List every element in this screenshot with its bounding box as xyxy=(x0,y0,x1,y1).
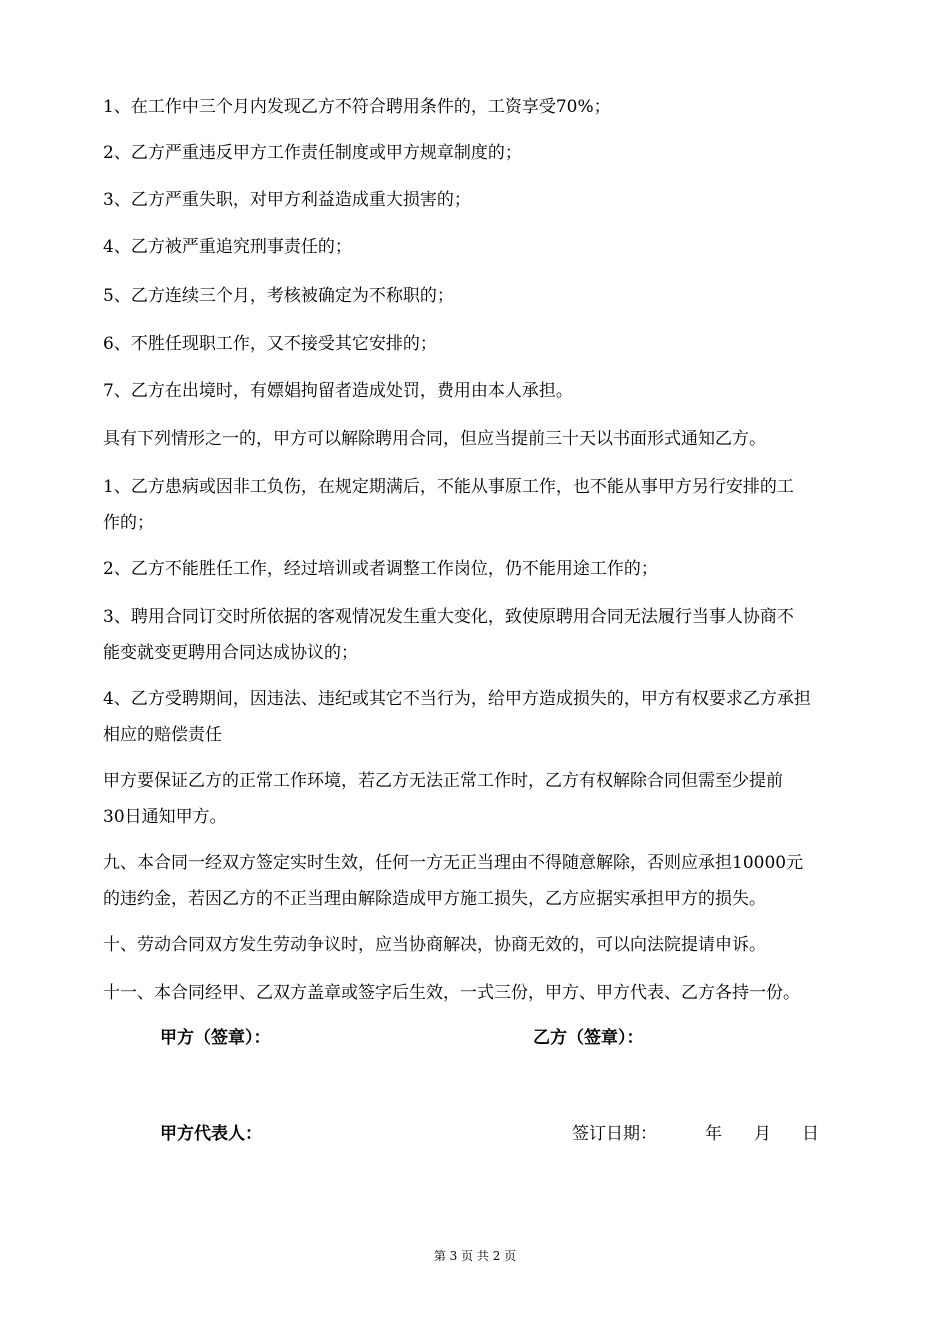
party-b-signature-label: 乙方（签章）： xyxy=(533,1028,644,1048)
clause-line-continued: 能变就变更聘用合同达成协议的； xyxy=(103,643,358,663)
clause-line: 1、乙方患病或因非工负伤，在规定期满后，不能从事原工作，也不能从事甲方另行安排的工 xyxy=(103,477,794,497)
paragraph-line: 具有下列情形之一的，甲方可以解除聘用合同，但应当提前三十天以书面形式通知乙方。 xyxy=(103,429,766,449)
sign-date-label: 签订日期： xyxy=(572,1124,657,1144)
paragraph-line-continued: 30日通知甲方。 xyxy=(103,807,227,827)
clause-line: 4、乙方被严重追究刑事责任的； xyxy=(103,237,352,257)
party-a-signature-label: 甲方（签章）： xyxy=(160,1028,271,1048)
clause-line-continued: 相应的赔偿责任 xyxy=(103,725,222,745)
date-year: 年 xyxy=(705,1124,722,1144)
date-month: 月 xyxy=(754,1124,771,1144)
clause-line: 3、乙方严重失职，对甲方利益造成重大损害的； xyxy=(103,190,471,210)
article-line: 九、本合同一经双方签定实时生效，任何一方无正当理由不得随意解除，否则应承担10000元 xyxy=(103,853,804,873)
clause-line: 2、乙方严重违反甲方工作责任制度或甲方规章制度的； xyxy=(103,143,522,163)
page-number-footer: 第 3 页 共 2 页 xyxy=(433,1249,517,1263)
clause-line: 3、聘用合同订交时所依据的客观情况发生重大变化，致使原聘用合同无法履行当事人协商不 xyxy=(103,607,794,627)
clause-line: 5、乙方连续三个月，考核被确定为不称职的； xyxy=(103,286,454,306)
clause-line-continued: 作的； xyxy=(103,513,154,533)
paragraph-line: 甲方要保证乙方的正常工作环境，若乙方无法正常工作时，乙方有权解除合同但需至少提前 xyxy=(103,771,783,791)
clause-line: 1、在工作中三个月内发现乙方不符合聘用条件的，工资享受70%； xyxy=(103,97,611,117)
article-line: 十、劳动合同双方发生劳动争议时，应当协商解决，协商无效的，可以向法院提请申诉。 xyxy=(103,935,766,955)
clause-line: 2、乙方不能胜任工作，经过培训或者调整工作岗位，仍不能用途工作的； xyxy=(103,559,658,579)
clause-line: 7、乙方在出境时，有嫖娼拘留者造成处罚，费用由本人承担。 xyxy=(103,381,573,401)
clause-line: 6、不胜任现职工作，又不接受其它安排的； xyxy=(103,334,437,354)
date-day: 日 xyxy=(802,1124,819,1144)
article-line: 十一、本合同经甲、乙双方盖章或签字后生效，一式三份，甲方、甲方代表、乙方各持一份。 xyxy=(103,983,800,1003)
article-line-continued: 的违约金，若因乙方的不正当理由解除造成甲方施工损失，乙方应据实承担甲方的损失。 xyxy=(103,889,766,909)
party-a-representative-label: 甲方代表人： xyxy=(160,1124,262,1144)
clause-line: 4、乙方受聘期间，因违法、违纪或其它不当行为，给甲方造成损失的，甲方有权要求乙方承担 xyxy=(103,689,811,709)
